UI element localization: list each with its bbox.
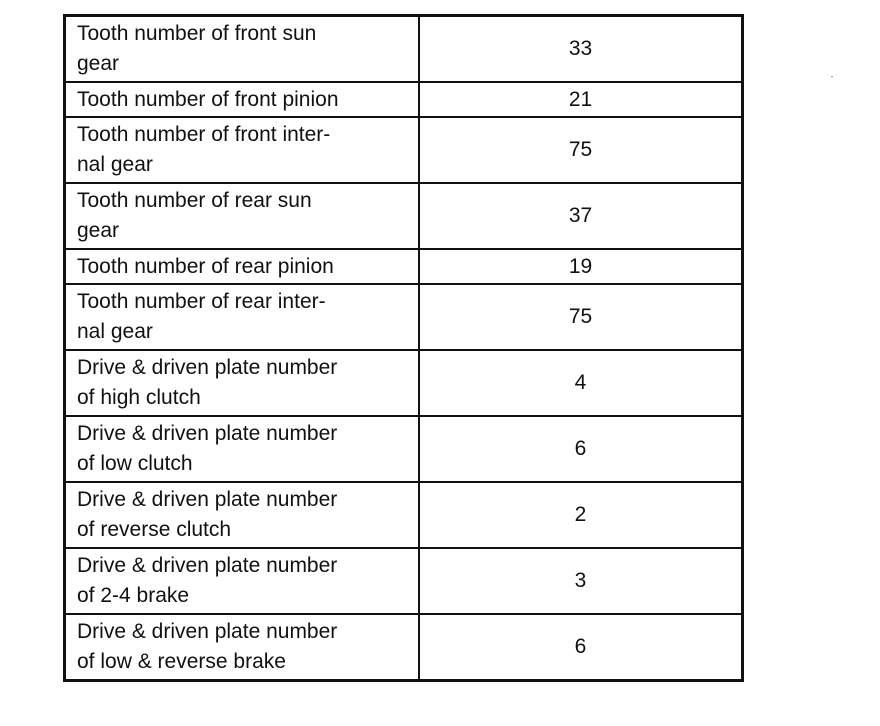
row-value: 4 <box>419 350 743 416</box>
row-label: Drive & driven plate number of low & reverse brake <box>65 614 420 681</box>
table-row <box>65 249 743 284</box>
row-value: 6 <box>419 416 743 482</box>
row-value: 33 <box>419 16 743 83</box>
row-label: Drive & driven plate number of high clutch <box>65 350 420 416</box>
table-row <box>65 548 743 614</box>
row-label: Tooth number of front pinion <box>65 82 420 117</box>
row-value: 21 <box>419 82 743 117</box>
row-label: Tooth number of front inter- nal gear <box>65 117 420 183</box>
table-row <box>65 482 743 548</box>
table-row <box>65 350 743 416</box>
row-label: Drive & driven plate number of reverse clutch <box>65 482 420 548</box>
row-value: 3 <box>419 548 743 614</box>
row-value: 6 <box>419 614 743 681</box>
table-row <box>65 117 743 183</box>
row-label: Drive & driven plate number of 2-4 brake <box>65 548 420 614</box>
table-row <box>65 284 743 350</box>
table-row <box>65 183 743 249</box>
row-label: Tooth number of front sun gear <box>65 16 420 83</box>
row-label: Drive & driven plate number of low clutch <box>65 416 420 482</box>
table-row <box>65 82 743 117</box>
table-row <box>65 416 743 482</box>
row-value: 75 <box>419 117 743 183</box>
gear-spec-table <box>63 14 744 682</box>
row-value: 75 <box>419 284 743 350</box>
row-value: 37 <box>419 183 743 249</box>
table-row <box>65 614 743 681</box>
row-label: Tooth number of rear sun gear <box>65 183 420 249</box>
row-value: 2 <box>419 482 743 548</box>
row-value: 19 <box>419 249 743 284</box>
row-label: Tooth number of rear pinion <box>65 249 420 284</box>
table-row <box>65 16 743 83</box>
row-label: Tooth number of rear inter- nal gear <box>65 284 420 350</box>
scan-speck <box>831 76 833 77</box>
